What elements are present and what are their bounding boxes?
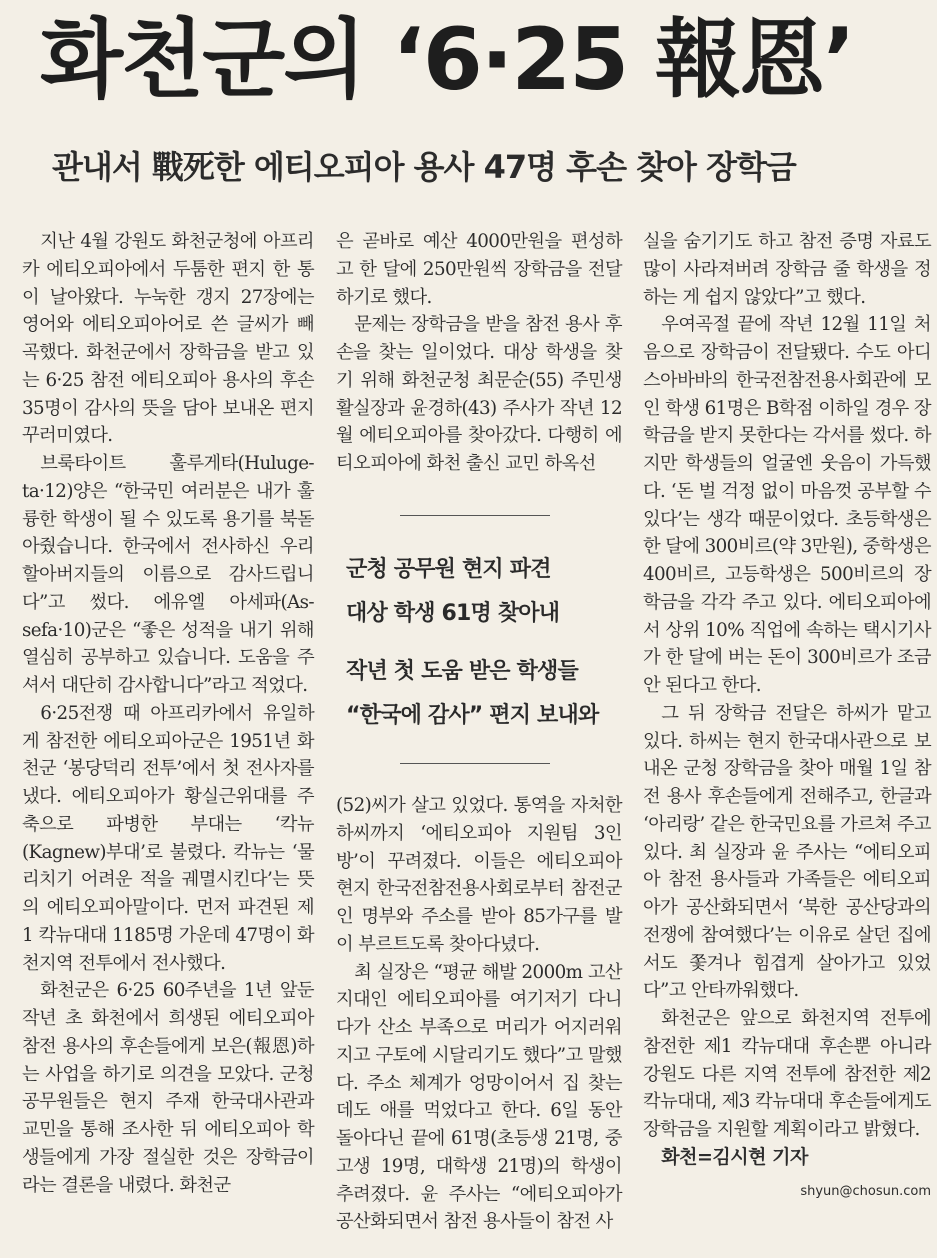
paragraph: 최 실장은 “평균 해발 2000m 고산지대인 에티오피아를 여기저기 다니다가 산소 부족으로 머리가 어지러워지고 구토에 시달리기도 했다”고 말했다. 주소 체계가 엉망이어서 집 찾는데도 애를 먹었다고 한다. 6일 동안 돌아다닌 끝에 61명(초등생 21명, 중고생 19명, 대학생 21명)의 학생이 추려졌다. 윤 주사는 “에티오피아가 공산화되면서 참전 용사들이 참전 사	[336, 961, 622, 1233]
pull-quote-line-1: 군청 공무원 현지 파견	[346, 557, 551, 582]
subheadline: 관내서 戰死한 에티오피아 용사 47명 후손 찾아 장학금	[52, 148, 796, 186]
pull-quote-line-3: 작년 첫 도움 받은 학생들	[346, 659, 578, 684]
paragraph: 화천군은 앞으로 화천지역 전투에 참전한 제1 칵뉴대대 후손뿐 아니라 강원도 다른 지역 전투에 참전한 제2 칵뉴대대, 제3 칵뉴대대 후손들에게도 장학금을 지원할 계획이라고 밝혔다.	[643, 1008, 931, 1140]
paragraph: 브룩타이트 훌루게타(Huluge-ta·12)양은 “한국민 여러분은 내가 훌륭한 학생이 될 수 있도록 용기를 북돋아줬습니다. 한국에서 전사하신 우리 할아버지들의 이름으로 감사드립니다”고 썼다. 에유엘 아세파(As-sefa·10)군은 “좋은 성적을 내기 위해 열심히 공부하고 있습니다. 도움을 주셔서 대단히 감사합니다”라고 적었다.	[22, 453, 314, 696]
pull-quote-top-rule	[400, 515, 550, 516]
paragraph: (52)씨가 살고 있었다. 통역을 자처한 하씨까지 ‘에티오피아 지원팀 3인방’이 꾸려졌다. 이들은 에티오피아 현지 한국전참전용사회로부터 참전군인 명부와 주소를 받아 85가구를 발이 부르트도록 찾아다녔다.	[336, 795, 622, 955]
article-column-1	[22, 228, 314, 1199]
paragraph: 지난 4월 강원도 화천군청에 아프리카 에티오피아에서 두툼한 편지 한 통이 날아왔다. 누눅한 갱지 27장에는 영어와 에티오피아어로 쓴 글씨가 빼곡했다. 화천군에서 장학금을 받고 있는 6·25 참전 에티오피아 용사의 후손 35명이 감사의 뜻을 담아 보내온 편지 꾸러미였다.	[22, 231, 314, 447]
pull-quote-line-4: “한국에 감사” 편지 보내와	[346, 703, 599, 728]
article-column-2-top	[336, 228, 622, 478]
article-column-3	[643, 228, 931, 1205]
pull-quote-line-2: 대상 학생 61명 찾아내	[346, 601, 560, 626]
paragraph: 6·25전쟁 때 아프리카에서 유일하게 참전한 에티오피아군은 1951년 화천군 ‘봉당덕리 전투’에서 첫 전사자를 냈다. 에티오피아가 황실근위대를 주축으로 파병한 부대는 ‘칵뉴(Kagnew)부대’로 불렸다. 칵뉴는 ‘물리치기 어려운 적을 궤멸시킨다’는 뜻의 에티오피아말이다. 먼저 파견된 제1 칵뉴대대 1185명 가운데 47명이 화천지역 전투에서 전사했다.	[22, 702, 314, 974]
paragraph: 그 뒤 장학금 전달은 하씨가 맡고 있다. 하씨는 현지 한국대사관으로 보내온 군청 장학금을 찾아 매월 1일 참전 용사 후손들에게 전해주고, 한글과 ‘아리랑’ 같은 한국민요를 가르쳐 주고 있다. 최 실장과 윤 주사는 “에티오피아 참전 용사들과 가족들은 에티오피아가 공산화되면서 ‘북한 공산당과의 전쟁에 참여했다’는 이유로 살던 집에서도 쫓겨나 힘겹게 살아가고 있었다”고 안타까워했다.	[643, 702, 931, 1002]
paragraph: 우여곡절 끝에 작년 12월 11일 처음으로 장학금이 전달됐다. 수도 아디스아바바의 한국전참전용사회관에 모인 학생 61명은 B학점 이하일 경우 장학금을 받지 못한다는 각서를 썼다. 하지만 학생들의 얼굴엔 웃음이 가득했다. ‘돈 벌 걱정 없이 마음껏 공부할 수 있다’는 생각 때문이었다. 초등학생은 한 달에 300비르(약 3만원), 중학생은 400비르, 고등학생은 500비르의 장학금을 각각 주고 있다. 에티오피아에서 상위 10% 직업에 속하는 택시기사가 한 달에 버는 돈이 300비르가 조금 안 된다고 한다.	[643, 314, 931, 696]
paragraph: 문제는 장학금을 받을 참전 용사 후손을 찾는 일이었다. 대상 학생을 찾기 위해 화천군청 최문순(55) 주민생활실장과 윤경하(43) 주사가 작년 12월 에티오피아를 찾아갔다. 다행히 에티오피아에 화천 출신 교민 하옥선	[336, 314, 622, 474]
paragraph: 실을 숨기기도 하고 참전 증명 자료도 많이 사라져버려 장학금 줄 학생을 정하는 게 쉽지 않았다”고 했다.	[643, 231, 931, 308]
byline: 화천=김시현 기자	[661, 1145, 808, 1168]
reporter-email: shyun@chosun.com	[800, 1183, 931, 1199]
pull-quote-bottom-rule	[400, 763, 550, 764]
paragraph: 화천군은 6·25 60주년을 1년 앞둔 작년 초 화천에서 희생된 에티오피아 참전 용사의 후손들에게 보은(報恩)하는 사업을 하기로 의견을 모았다. 군청 공무원들은 현지 주재 한국대사관과 교민을 통해 조사한 뒤 에티오피아 학생들에게 가장 절실한 것은 장학금이라는 결론을 내렸다. 화천군	[22, 980, 314, 1196]
headline: 화천군의 ‘6·25 報恩’	[40, 10, 854, 110]
paragraph: 은 곧바로 예산 4000만원을 편성하고 한 달에 250만원씩 장학금을 전달하기로 했다.	[336, 231, 622, 308]
article-column-2-bottom	[336, 792, 622, 1236]
byline-row	[643, 1144, 931, 1199]
